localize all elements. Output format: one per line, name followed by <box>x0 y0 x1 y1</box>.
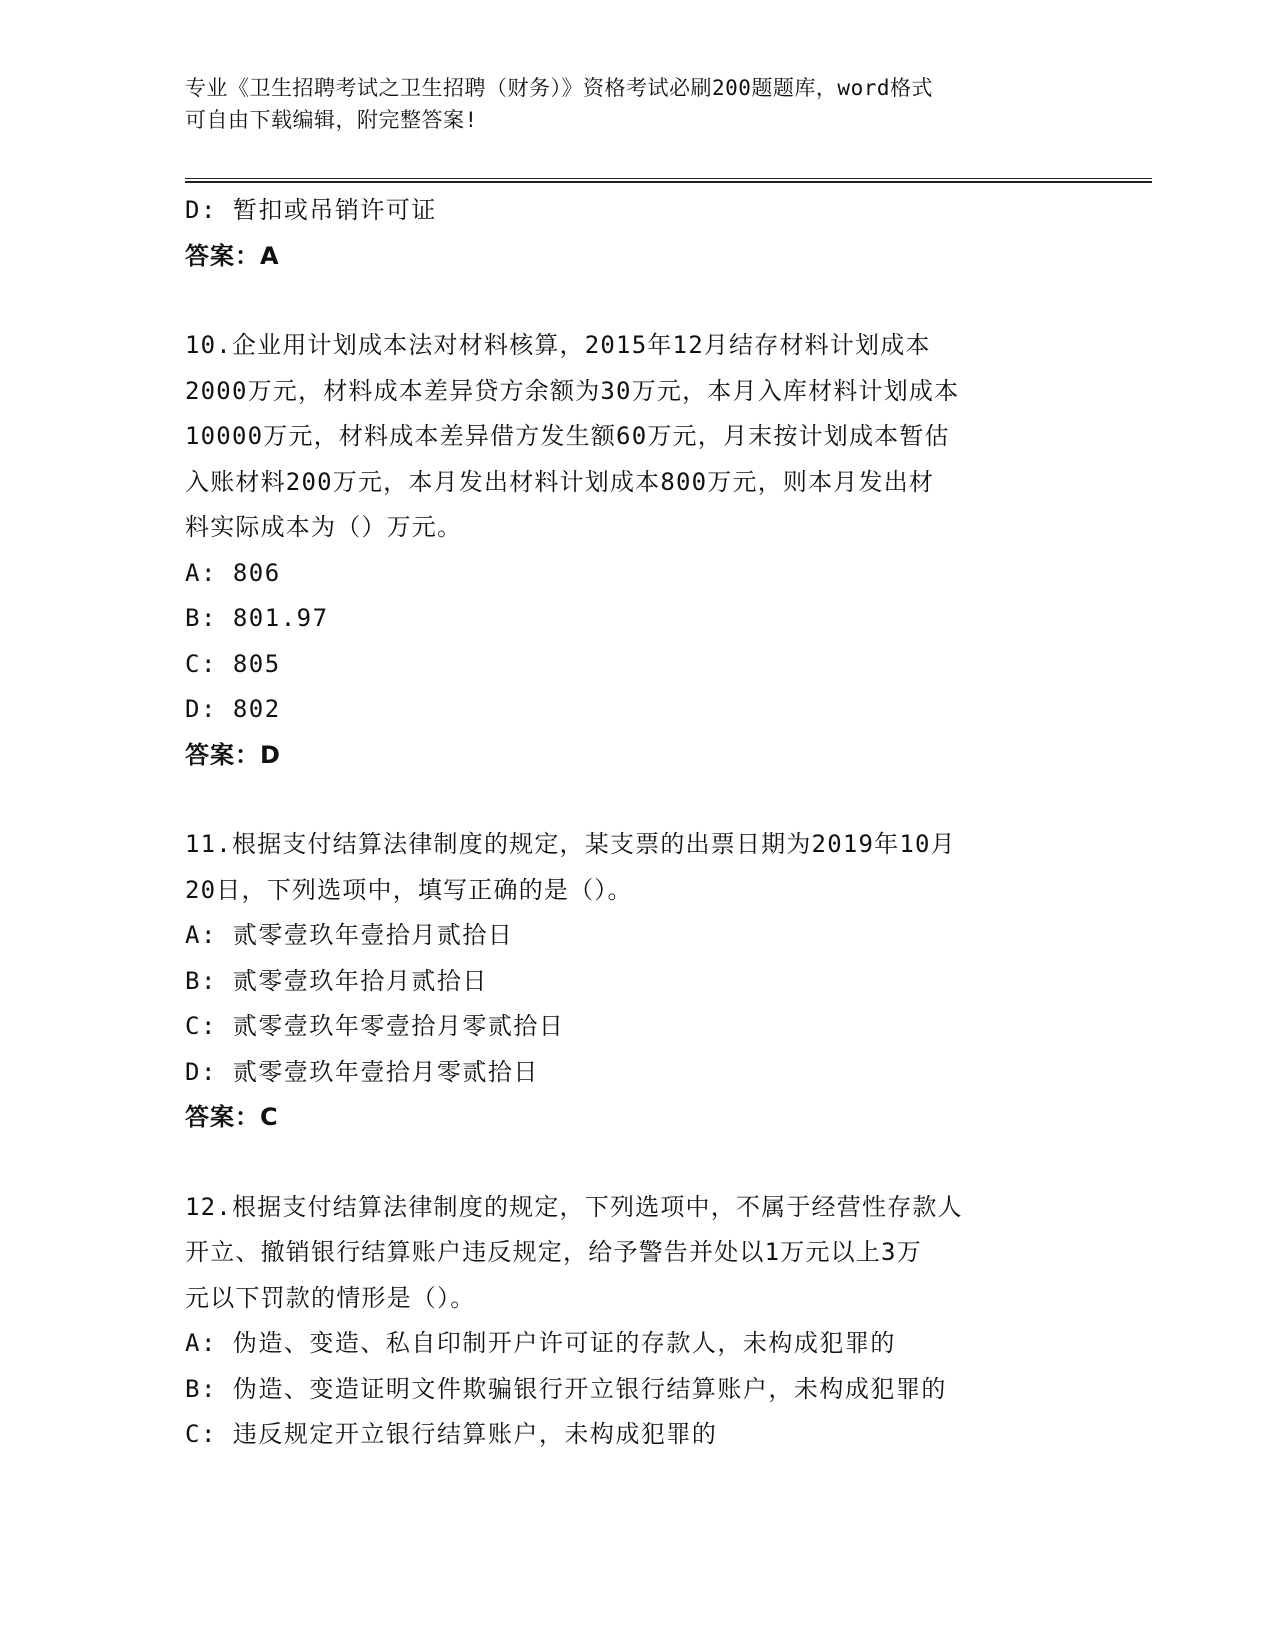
option-c: C: 违反规定开立银行结算账户，未构成犯罪的 <box>185 1420 718 1448</box>
question-text-line: 11.根据支付结算法律制度的规定，某支票的出票日期为2019年10月 <box>185 830 956 858</box>
question-text-line: 12.根据支付结算法律制度的规定，下列选项中，不属于经营性存款人 <box>185 1192 963 1221</box>
question-text-line: 10000万元，材料成本差异借方发生额60万元，月末按计划成本暂估 <box>185 422 950 450</box>
answer-line: 答案：C <box>185 1103 279 1131</box>
option-a: A: 806 <box>185 558 281 587</box>
option-b: B: 贰零壹玖年拾月贰拾日 <box>185 966 488 995</box>
option-d: D: 暂扣或吊销许可证 <box>185 196 437 224</box>
document-body <box>185 188 1085 1458</box>
option-b: B: 伪造、变造证明文件欺骗银行开立银行结算账户，未构成犯罪的 <box>185 1374 947 1403</box>
answer-line: 答案：D <box>185 740 281 769</box>
spacer <box>185 778 1085 822</box>
header-title-line-2: 可自由下载编辑，附完整答案! <box>185 108 478 132</box>
option-d: D: 贰零壹玖年壹拾月零贰拾日 <box>185 1057 539 1086</box>
question-text-line: 元以下罚款的情形是（）。 <box>185 1283 476 1312</box>
option-b: B: 801.97 <box>185 604 329 632</box>
option-c: C: 贰零壹玖年零壹拾月零贰拾日 <box>185 1012 565 1040</box>
header-title-line-1: 专业《卫生招聘考试之卫生招聘（财务）》资格考试必刷200题题库，word格式 <box>185 76 933 100</box>
spacer <box>185 1141 1085 1185</box>
previous-question-tail <box>185 188 1085 279</box>
question-text-line: 入账材料200万元，本月发出材料计划成本800万元，则本月发出材 <box>185 467 935 496</box>
header-divider <box>185 178 1152 183</box>
page-header <box>185 72 1065 136</box>
spacer <box>185 279 1085 323</box>
question-text-line: 10.企业用计划成本法对材料核算，2015年12月结存材料计划成本 <box>185 331 931 359</box>
option-c: C: 805 <box>185 649 281 678</box>
question-10 <box>185 323 1085 778</box>
question-11 <box>185 822 1085 1141</box>
question-text-line: 开立、撤销银行结算账户违反规定，给予警告并处以1万元以上3万 <box>185 1238 922 1266</box>
question-12 <box>185 1185 1085 1458</box>
option-d: D: 802 <box>185 695 281 723</box>
option-a: A: 贰零壹玖年壹拾月贰拾日 <box>185 921 514 949</box>
question-text-line: 20日，下列选项中，填写正确的是（）。 <box>185 875 633 904</box>
question-text-line: 料实际成本为（）万元。 <box>185 513 463 541</box>
answer-line: 答案：A <box>185 241 280 270</box>
question-text-line: 2000万元，材料成本差异贷方余额为30万元，本月入库材料计划成本 <box>185 376 960 405</box>
option-a: A: 伪造、变造、私自印制开户许可证的存款人，未构成犯罪的 <box>185 1329 896 1357</box>
